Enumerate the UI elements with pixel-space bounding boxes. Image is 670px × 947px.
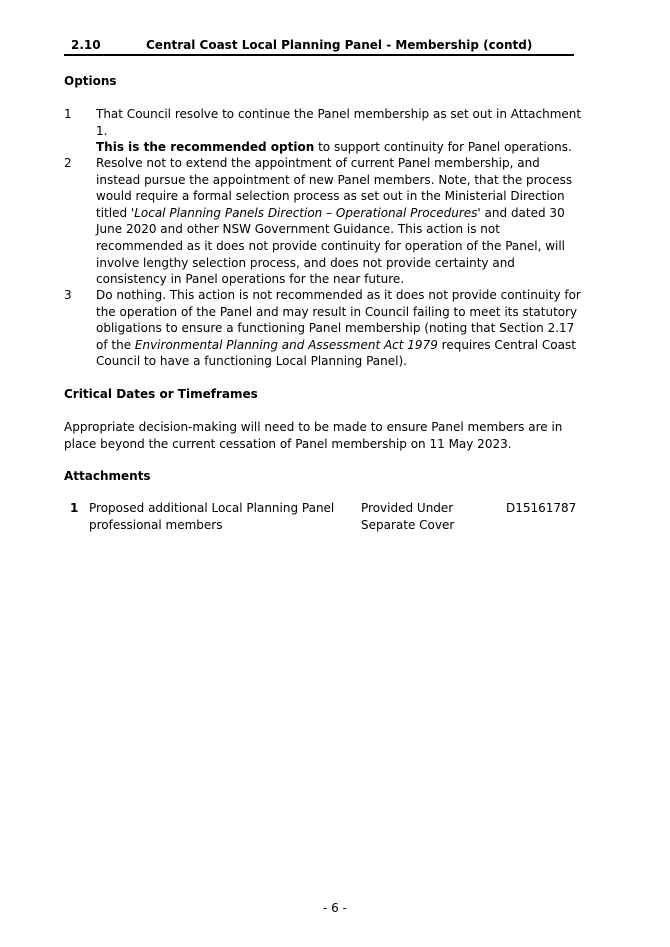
page-number: - 6 - [323, 901, 347, 915]
act-title: Environmental Planning and Assessment Act 1979 [134, 337, 438, 352]
header-title: Central Coast Local Planning Panel - Membership (contd) [146, 38, 533, 52]
option-text: That Council resolve to continue the Panel membership as set out in Attachment 1. This is the recommended option to support continuity for Panel operations. [96, 107, 582, 155]
option-number: 3 [64, 288, 72, 302]
dates-paragraph: Appropriate decision-making will need to be made to ensure Panel members are in place beyond the current cessation of Panel membership on 11 May 2023. [64, 420, 563, 451]
dates-heading: Critical Dates or Timeframes [64, 387, 258, 401]
option-number: 1 [64, 107, 72, 121]
recommended-option-emphasis: This is the recommended option [96, 140, 315, 155]
attachment-provided: Provided Under Separate Cover [361, 501, 455, 532]
option-text: Resolve not to extend the appointment of current Panel membership, and instead pursue the appointment of new Panel members. Note, that the process would require a formal selection process as set out in the Ministerial Direction titled 'Local Planning Panels Direction – Operational Procedures' and dated 30 June 2020 and other NSW Government Guidance. This action is not recommended as it does not provide continuity for operation of the Panel, will involve lengthy selection process, and does not provide certainty and consistency in Panel operations for the near future. [96, 156, 573, 287]
attachment-number: 1 [70, 501, 79, 515]
direction-title: 'Local Planning Panels Direction – Operational Procedures' [130, 205, 481, 220]
options-heading: Options [64, 74, 117, 88]
page-header [64, 37, 574, 56]
attachment-reference: D15161787 [506, 501, 577, 515]
attachments-heading: Attachments [64, 469, 151, 483]
option-text: Do nothing. This action is not recommended as it does not provide continuity for the operation of the Panel and may result in Council failing to meet its statutory obligations to ensure a functioning Panel membership (noting that Section 2.17 of the Environmental Planning and Assessment Act 1979 requires Central Coast Council to have a functioning Local Planning Panel). [96, 288, 581, 369]
option-number: 2 [64, 156, 72, 170]
item-number: 2.10 [71, 38, 101, 52]
attachment-description: Proposed additional Local Planning Panel professional members [89, 501, 335, 532]
